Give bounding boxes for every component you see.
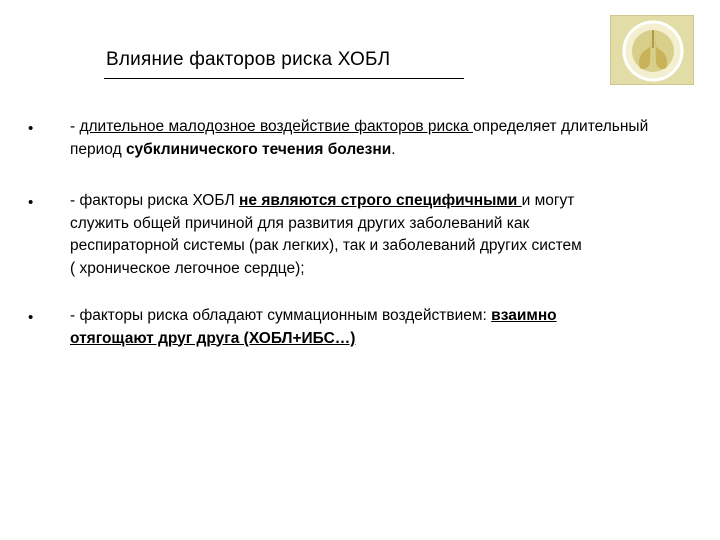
item-1-end: . bbox=[391, 140, 396, 158]
lungs-emblem-icon bbox=[610, 15, 694, 85]
bullet-2: • bbox=[28, 194, 34, 211]
item-2-line-3: респираторной системы (рак легких), так и заболеваний других систем bbox=[70, 237, 582, 254]
item-3-prefix: - факторы риска обладают суммационным воздействием: bbox=[70, 307, 492, 324]
slide-title: Влияние факторов риска ХОБЛ bbox=[106, 49, 391, 70]
item-2-prefix: - факторы риска ХОБЛ bbox=[70, 192, 240, 209]
item-2-line-1-rest: и могут bbox=[521, 192, 575, 209]
emblem-graphic bbox=[611, 16, 695, 86]
bullet-3: • bbox=[28, 309, 34, 326]
item-2-line-4: ( хроническое легочное сердце); bbox=[70, 259, 305, 277]
item-2-line-2: служить общей причиной для развития других заболеваний как bbox=[70, 214, 530, 232]
list-item-1 bbox=[70, 116, 690, 161]
item-3-line-1 bbox=[70, 305, 690, 328]
item-3-emphasis-1: взаимно bbox=[491, 307, 557, 324]
item-1-bold: субклинического течения болезни bbox=[125, 140, 392, 158]
item-1-prefix: - bbox=[70, 118, 80, 135]
item-3-emphasis-2: отягощают друг друга (ХОБЛ+ИБС…) bbox=[70, 329, 356, 347]
title-underline bbox=[104, 78, 464, 79]
list-item-3 bbox=[70, 305, 690, 350]
list-item-2 bbox=[70, 190, 690, 280]
item-2-emphasis: не являются строго специфичными bbox=[239, 192, 522, 209]
item-2-line-1 bbox=[70, 190, 690, 213]
bullet-1: • bbox=[28, 120, 34, 137]
item-1-middle: определяет длительный период bbox=[70, 118, 649, 158]
trachea-shape bbox=[652, 30, 654, 48]
item-1-emphasis: длительное малодозное воздействие факторов риска bbox=[79, 118, 473, 135]
